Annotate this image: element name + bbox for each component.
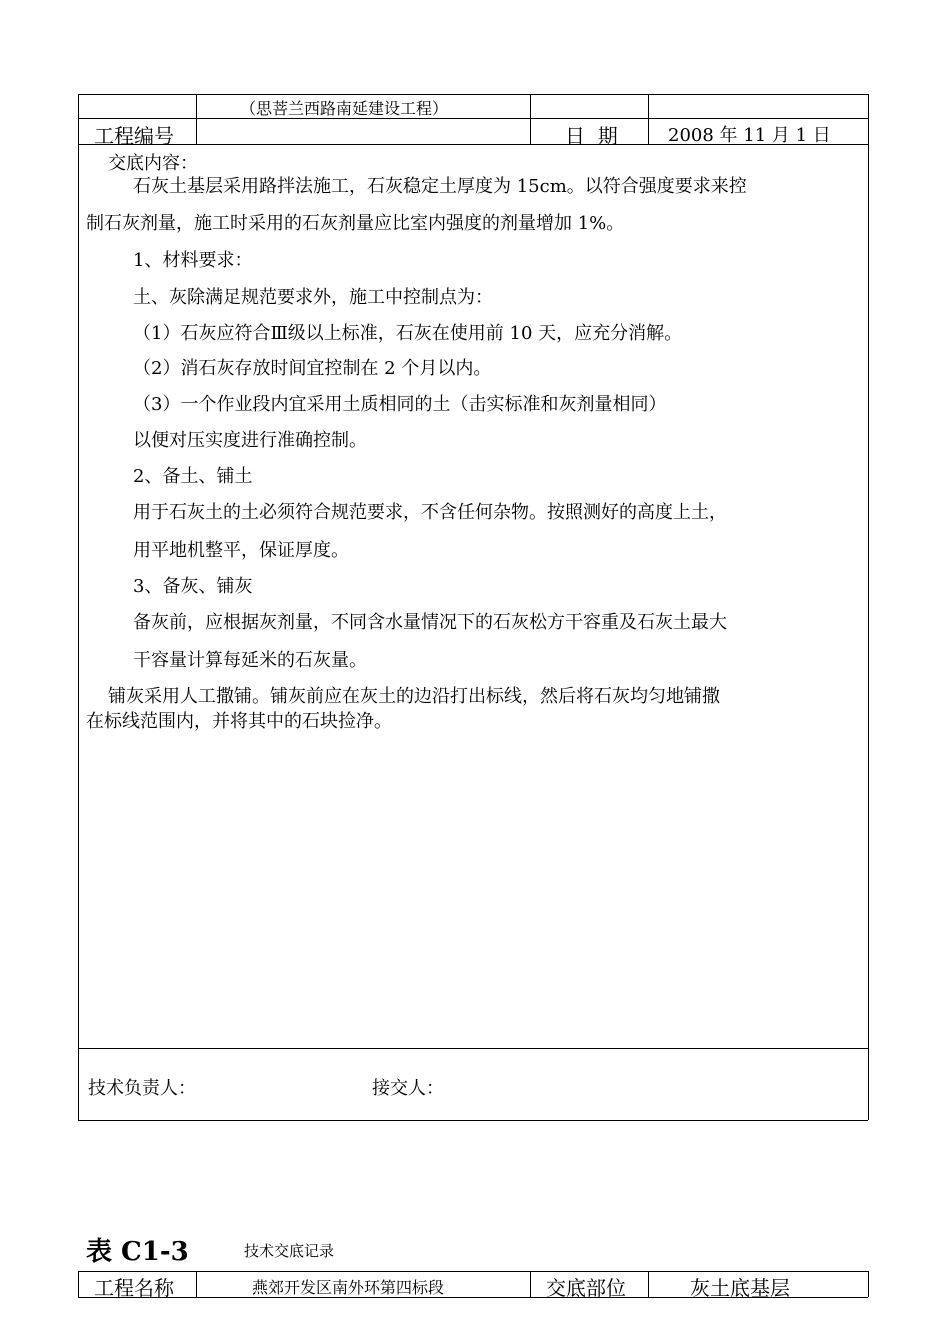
content-line: 干容量计算每延米的石灰量。 (133, 650, 367, 671)
section-value: 灰土底基层 (690, 1276, 790, 1300)
project-name-label: 工程名称 (94, 1276, 174, 1300)
receiver-label: 接交人： (372, 1078, 444, 1099)
content-line: 制石灰剂量，施工时采用的石灰剂量应比室内强度的剂量增加 1%。 (86, 213, 625, 234)
content-line: 以便对压实度进行准确控制。 (133, 430, 367, 451)
content-line: （1）石灰应符合Ⅲ级以上标准，石灰在使用前 10 天，应充分消解。 (133, 323, 683, 344)
content-line: （2）消石灰存放时间宜控制在 2 个月以内。 (133, 358, 492, 379)
content-line: 1、材料要求： (133, 250, 253, 271)
date-label: 日 期 (565, 124, 618, 148)
content-line: 石灰土基层采用路拌法施工，石灰稳定土厚度为 15cm。以符合强度要求来控 (133, 176, 747, 197)
content-line: 用平地机整平，保证厚度。 (133, 540, 349, 561)
content-line: 用于石灰土的土必须符合规范要求，不含任何杂物。按照测好的高度上土， (133, 502, 727, 523)
content-line: 2、备土、铺土 (133, 466, 253, 487)
form-title: 技术交底记录 (244, 1242, 335, 1260)
content-line: 备灰前，应根据灰剂量，不同含水量情况下的石灰松方干容重及石灰土最大 (133, 612, 727, 633)
project-no-label: 工程编号 (94, 124, 174, 148)
content-line: 3、备灰、铺灰 (133, 576, 253, 597)
form-number: 表 C1-3 (86, 1237, 189, 1267)
date-value: 2008 年 11 月 1 日 (668, 125, 831, 146)
project-subtitle: （思菩兰西路南延建设工程） (240, 99, 449, 118)
project-name-value: 燕郊开发区南外环第四标段 (252, 1278, 445, 1297)
tech-lead-label: 技术负责人： (88, 1078, 196, 1099)
content-line: （3）一个作业段内宜采用土质相同的土（击实标准和灰剂量相同） (133, 394, 667, 415)
content-final-line: 在标线范围内，并将其中的石块捡净。 (86, 711, 392, 732)
content-line: 土、灰除满足规范要求外，施工中控制点为： (133, 287, 493, 308)
content-heading: 交底内容： (108, 153, 198, 174)
content-final-line: 铺灰采用人工撒铺。铺灰前应在灰土的边沿打出标线，然后将石灰均匀地铺撒 (108, 686, 720, 707)
section-label: 交底部位 (546, 1276, 626, 1300)
